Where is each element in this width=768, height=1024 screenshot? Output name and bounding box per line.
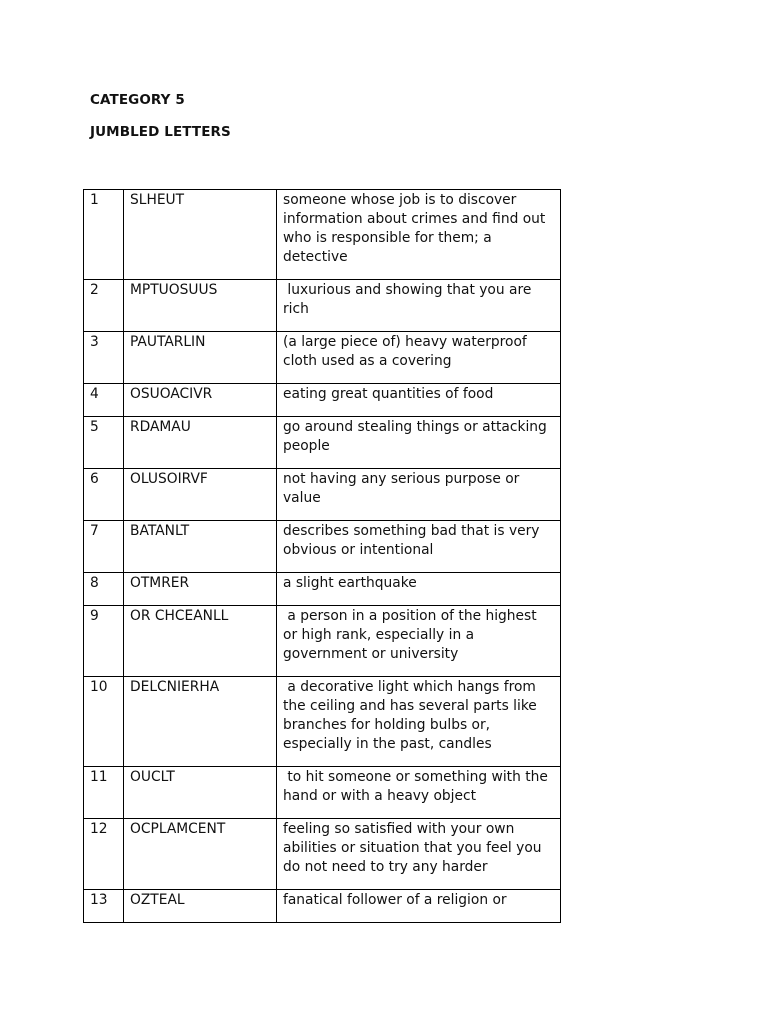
row-number: 10 [84, 677, 124, 767]
table-row [84, 384, 561, 417]
word-definition: go around stealing things or attacking people [277, 417, 561, 469]
word-definition: a person in a position of the highest or high rank, especially in a government or university [277, 606, 561, 677]
table-row [84, 573, 561, 606]
jumbled-word: OTMRER [124, 573, 277, 606]
word-definition: not having any serious purpose or value [277, 469, 561, 521]
row-number: 7 [84, 521, 124, 573]
jumbled-word: BATANLT [124, 521, 277, 573]
table-row [84, 521, 561, 573]
jumbled-word: RDAMAU [124, 417, 277, 469]
word-definition: someone whose job is to discover information about crimes and find out who is responsible for them; a detective [277, 190, 561, 280]
table-row [84, 332, 561, 384]
table-row [84, 417, 561, 469]
jumbled-word: OSUOACIVR [124, 384, 277, 417]
row-number: 2 [84, 280, 124, 332]
jumbled-word: OCPLAMCENT [124, 819, 277, 890]
jumbled-word: DELCNIERHA [124, 677, 277, 767]
jumbled-word: OR CHCEANLL [124, 606, 277, 677]
table-row [84, 280, 561, 332]
word-definition: eating great quantities of food [277, 384, 561, 417]
jumbled-word: MPTUOSUUS [124, 280, 277, 332]
row-number: 4 [84, 384, 124, 417]
category-heading: CATEGORY 5 [90, 92, 185, 108]
table-row [84, 469, 561, 521]
jumbled-word: OUCLT [124, 767, 277, 819]
row-number: 12 [84, 819, 124, 890]
word-definition: feeling so satisfied with your own abilities or situation that you feel you do not need to try any harder [277, 819, 561, 890]
jumbled-word: SLHEUT [124, 190, 277, 280]
table-row [84, 890, 561, 923]
row-number: 11 [84, 767, 124, 819]
row-number: 13 [84, 890, 124, 923]
table-body [84, 190, 561, 923]
word-definition: (a large piece of) heavy waterproof cloth used as a covering [277, 332, 561, 384]
jumbled-word: OZTEAL [124, 890, 277, 923]
row-number: 5 [84, 417, 124, 469]
word-definition: luxurious and showing that you are rich [277, 280, 561, 332]
row-number: 1 [84, 190, 124, 280]
row-number: 3 [84, 332, 124, 384]
word-definition: a slight earthquake [277, 573, 561, 606]
word-definition: describes something bad that is very obvious or intentional [277, 521, 561, 573]
table-row [84, 819, 561, 890]
jumbled-word: PAUTARLIN [124, 332, 277, 384]
jumbled-word: OLUSOIRVF [124, 469, 277, 521]
section-subtitle: JUMBLED LETTERS [90, 124, 231, 140]
table-row [84, 677, 561, 767]
word-definition: a decorative light which hangs from the ceiling and has several parts like branches for holding bulbs or, especially in the past, candles [277, 677, 561, 767]
table-row [84, 190, 561, 280]
word-definition: to hit someone or something with the hand or with a heavy object [277, 767, 561, 819]
row-number: 6 [84, 469, 124, 521]
row-number: 8 [84, 573, 124, 606]
word-definition: fanatical follower of a religion or [277, 890, 561, 923]
table-row [84, 767, 561, 819]
row-number: 9 [84, 606, 124, 677]
table-row [84, 606, 561, 677]
jumbled-words-table [83, 189, 561, 923]
